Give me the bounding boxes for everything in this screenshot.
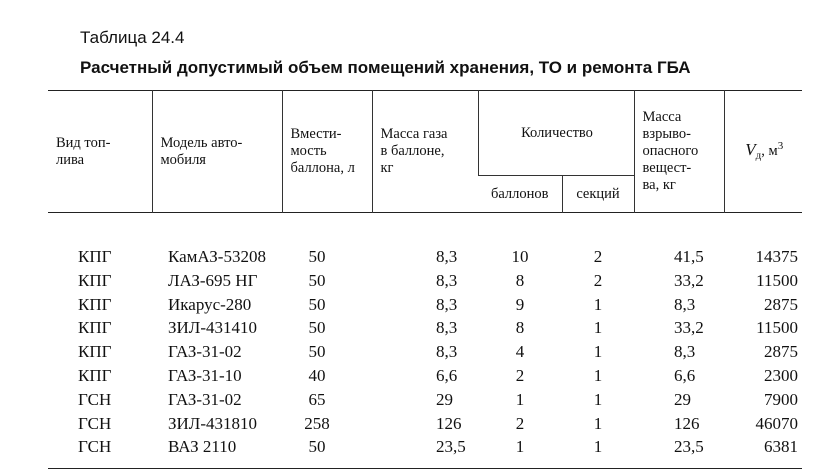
header-explosive-mass: Масса взрыво- опасного вещест- ва, кг	[634, 91, 724, 213]
table-row	[48, 316, 802, 340]
table-cell: 4	[515, 342, 525, 362]
table-row	[48, 435, 802, 459]
table-cell: 50	[308, 294, 326, 314]
table-cell: 2	[593, 270, 603, 290]
table-body	[48, 213, 802, 460]
table-cell: 1	[515, 437, 525, 457]
table-row	[48, 364, 802, 388]
table-cell: ЛАЗ-695 НГ	[168, 270, 258, 290]
table-cell: 23,5	[674, 437, 704, 457]
table-cell: 46070	[755, 413, 798, 433]
table-cell: ВАЗ 2110	[168, 437, 237, 457]
table-cell: ЗИЛ-431810	[168, 413, 257, 433]
table-row	[48, 269, 802, 293]
table-cell: 1	[593, 365, 603, 385]
table-cell: КамАЗ-53208	[168, 247, 266, 266]
table-cell: 8,3	[674, 342, 696, 362]
table-cell: 8	[515, 270, 525, 290]
table-cell: 6,6	[674, 365, 696, 385]
table-cell: 50	[308, 247, 326, 266]
table-bottom-rule	[48, 468, 802, 469]
header-sections: секций	[562, 176, 634, 213]
table-cell: КПГ	[78, 294, 112, 314]
table-cell: 10	[511, 247, 529, 266]
table-cell: КПГ	[78, 365, 112, 385]
table-cell: 8,3	[436, 247, 458, 266]
table-cell: 6,6	[436, 365, 458, 385]
table-cell: 29	[436, 389, 453, 409]
table-cell: 1	[593, 342, 603, 362]
header-capacity: Вмести- мость баллона, л	[282, 91, 372, 213]
table-cell: ЗИЛ-431410	[168, 318, 257, 338]
table-header	[48, 91, 802, 213]
table-cell: 2	[593, 247, 603, 266]
table-cell: 33,2	[674, 270, 704, 290]
table-cell: 8,3	[436, 342, 458, 362]
table-row	[48, 340, 802, 364]
table-cell: 50	[308, 270, 326, 290]
table-cell: 258	[304, 413, 330, 433]
table-cell: 33,2	[674, 318, 704, 338]
table-row	[48, 245, 802, 269]
table-cell: 126	[436, 413, 462, 433]
table-cell: 1	[593, 389, 603, 409]
table-cell: 50	[308, 318, 326, 338]
table-cell: 8	[515, 318, 525, 338]
table-cell: 41,5	[674, 247, 704, 266]
header-gas-mass: Масса газа в баллоне, кг	[372, 91, 478, 213]
table-cell: ГСН	[78, 389, 112, 409]
table-cell: 2	[515, 413, 525, 433]
table-cell: ГАЗ-31-02	[168, 389, 242, 409]
table-cell: 2300	[764, 365, 798, 385]
table-cell: 1	[593, 294, 603, 314]
table-row	[48, 388, 802, 412]
table-cell: 2	[515, 365, 525, 385]
table-cell: 2875	[764, 294, 798, 314]
table-cell: Икарус-280	[168, 294, 252, 314]
table-cell: ГАЗ-31-02	[168, 342, 242, 362]
table-title: Расчетный допустимый объем помещений хранения, ТО и ремонта ГБА	[80, 58, 691, 77]
table-cell: 1	[593, 437, 603, 457]
table-cell: 11500	[756, 270, 798, 290]
table-cell: 8,3	[436, 318, 458, 338]
table-cell: КПГ	[78, 342, 112, 362]
header-quantity: Количество	[478, 91, 634, 176]
table-cell: 40	[308, 365, 326, 385]
table-cell: 11500	[756, 318, 798, 338]
table-cell: 126	[674, 413, 700, 433]
table-cell: 1	[515, 389, 525, 409]
table-cell: 23,5	[436, 437, 466, 457]
table-cell: КПГ	[78, 270, 112, 290]
table-cell: ГСН	[78, 437, 112, 457]
data-table	[48, 90, 802, 459]
table-cell: 50	[308, 342, 326, 362]
table-cell: 8,3	[674, 294, 696, 314]
table-cell: 9	[515, 294, 525, 314]
table-cell: 6381	[764, 437, 798, 457]
table-cell: КПГ	[78, 247, 112, 266]
table-cell: 1	[593, 413, 603, 433]
table-cell: 1	[593, 318, 603, 338]
table-cell: 8,3	[436, 294, 458, 314]
header-model: Модель авто- мобиля	[152, 91, 282, 213]
table-cell: ГАЗ-31-10	[168, 365, 242, 385]
table-caption: Таблица 24.4	[80, 28, 185, 47]
table-cell: 14375	[755, 247, 798, 266]
header-cylinders: баллонов	[490, 185, 549, 202]
table-cell: 2875	[764, 342, 798, 362]
table-cell: 65	[308, 389, 326, 409]
table-cell: ГСН	[78, 413, 112, 433]
table-row	[48, 293, 802, 317]
table-cell: КПГ	[78, 318, 112, 338]
header-vd: $V_д$, $м^3$	[724, 91, 802, 213]
table-cell: 7900	[764, 389, 798, 409]
table-cell: 8,3	[436, 270, 458, 290]
header-fuel: Вид топ- лива	[56, 134, 111, 168]
table-cell: 29	[674, 389, 691, 409]
table-cell: 50	[308, 437, 326, 457]
table-row	[48, 412, 802, 436]
